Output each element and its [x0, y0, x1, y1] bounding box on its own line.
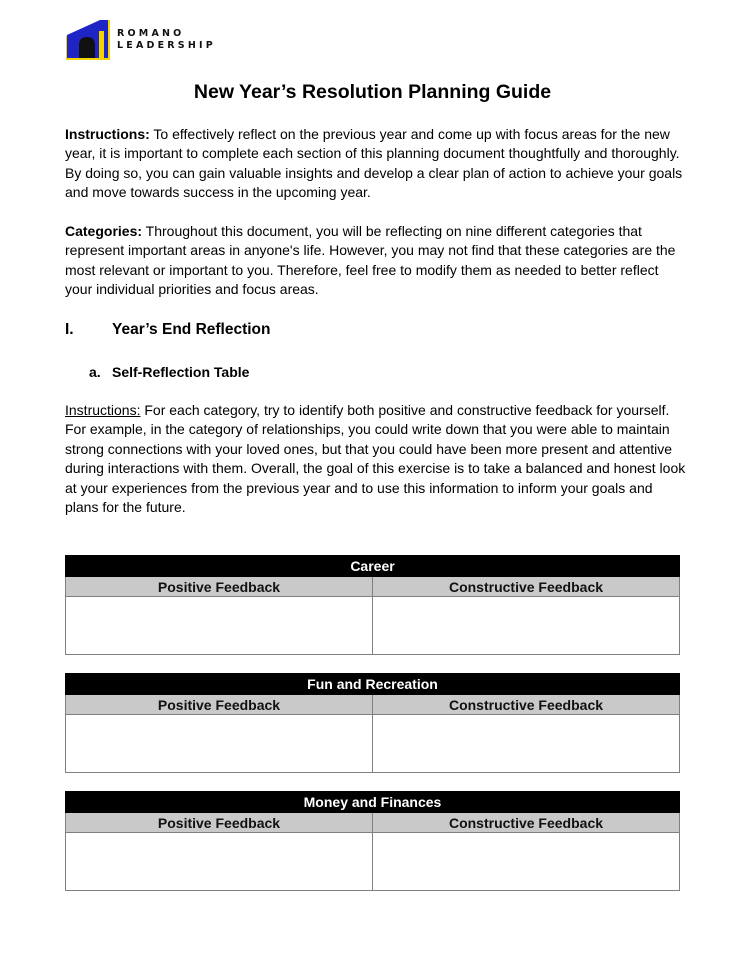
instructions-label: Instructions: — [65, 126, 150, 142]
subsection-title: Self-Reflection Table — [112, 364, 250, 380]
subsection-heading — [89, 364, 249, 380]
section-number: I. — [65, 321, 74, 338]
table-category-header: Fun and Recreation — [66, 674, 680, 695]
constructive-feedback-cell[interactable] — [373, 715, 680, 773]
positive-feedback-cell[interactable] — [66, 833, 373, 891]
table-category-header: Money and Finances — [66, 792, 680, 813]
arch-logo-icon — [66, 20, 112, 60]
instructions-text: To effectively reflect on the previous year and come up with focus areas for the new year, it is important to complete each section of this planning document thoughtfully and thoroughly. By doing so, you can gain valuable insights and develop a clear plan of action to achieve your goals and move towards success in the upcoming year. — [65, 126, 683, 201]
fun-recreation-feedback-table — [65, 673, 680, 773]
section-heading — [65, 321, 271, 339]
document-title: New Year’s Resolution Planning Guide — [193, 81, 552, 103]
constructive-feedback-cell[interactable] — [373, 597, 680, 655]
logo-line-1: ROMANO — [117, 28, 185, 39]
section-title: Year’s End Reflection — [112, 321, 271, 338]
positive-feedback-cell[interactable] — [66, 597, 373, 655]
positive-feedback-cell[interactable] — [66, 715, 373, 773]
categories-label: Categories: — [65, 223, 143, 239]
instructions-paragraph — [65, 125, 687, 203]
logo-wordmark — [117, 28, 216, 52]
subsection-number: a. — [89, 364, 101, 380]
table-instructions-text: For each category, try to identify both positive and constructive feedback for yourself. For example, in the category of relationships, you could write down that you were able to maintain strong connections with your loved ones, but that you could have been more present and attentive during interactions with them. Overall, the goal of this exercise is to take a balanced and honest look at your experiences from the previous year and to use this information to inform your goals and plans for the future. — [65, 402, 686, 516]
company-logo — [66, 20, 216, 60]
categories-text: Throughout this document, you will be reflecting on nine different categories that represent important areas in anyone's life. However, you may not find that these categories are the most relevant or important to you. Therefore, feel free to modify them as needed to better reflect your individual priorities and focus areas. — [65, 223, 676, 298]
money-finances-feedback-table — [65, 791, 680, 891]
constructive-feedback-cell[interactable] — [373, 833, 680, 891]
categories-paragraph — [65, 222, 687, 300]
constructive-feedback-header: Constructive Feedback — [373, 695, 680, 715]
constructive-feedback-header: Constructive Feedback — [373, 813, 680, 833]
logo-line-2: LEADERSHIP — [117, 40, 216, 51]
career-feedback-table — [65, 555, 680, 655]
table-category-header: Career — [66, 556, 680, 577]
table-instructions-paragraph — [65, 401, 687, 517]
constructive-feedback-header: Constructive Feedback — [373, 577, 680, 597]
positive-feedback-header: Positive Feedback — [66, 813, 373, 833]
positive-feedback-header: Positive Feedback — [66, 577, 373, 597]
table-instructions-label: Instructions: — [65, 402, 141, 418]
positive-feedback-header: Positive Feedback — [66, 695, 373, 715]
